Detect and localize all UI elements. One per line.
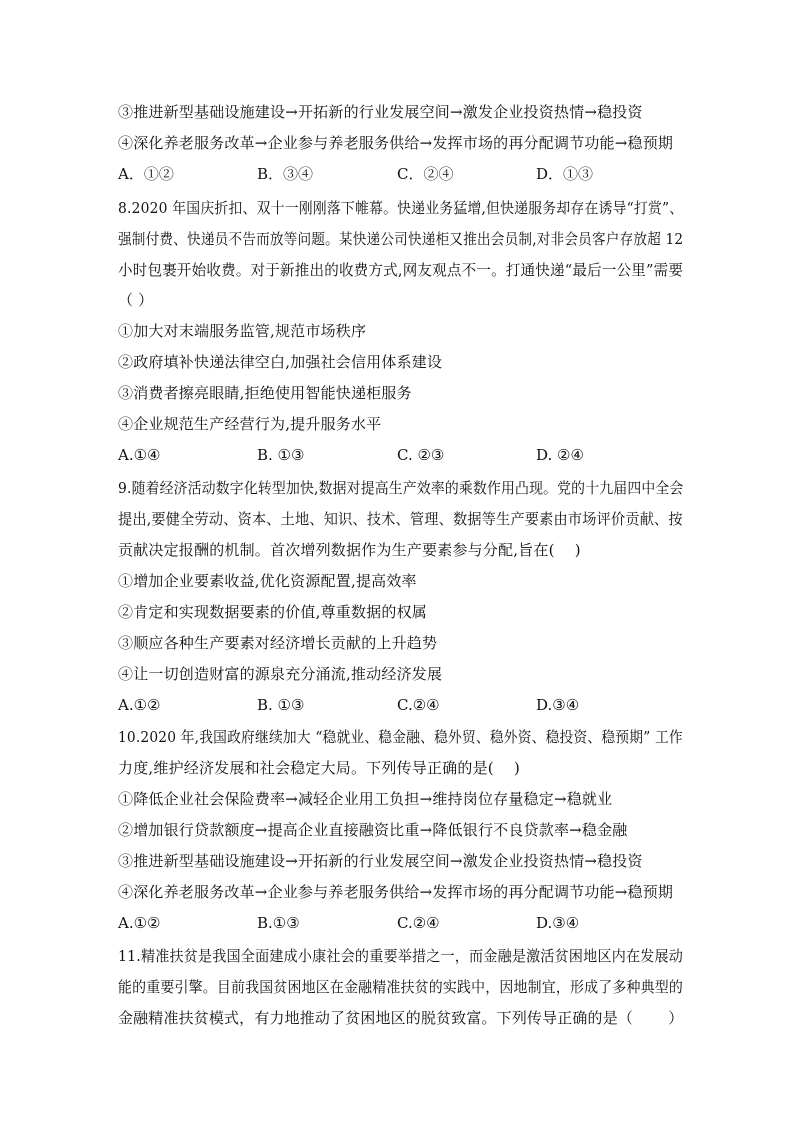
q10-stem-line-2: 力度,维护经济发展和社会稳定大局。下列传导正确的是( ) (118, 759, 521, 777)
q8-item-3: ③消费者擦亮眼睛,拒绝使用智能快递柜服务 (118, 384, 412, 402)
q9-item-1: ①增加企业要素收益,优化资源配置,提高效率 (118, 572, 417, 590)
q10-stem-line-1: 10.2020 年,我国政府继续加大 “稳就业、稳金融、稳外贸、稳外资、稳投资、稳预期” 工作 (118, 728, 683, 746)
q9-option-b: B. ①③ (257, 696, 305, 714)
q10-option-b: B.①③ (257, 914, 300, 932)
q8-stem-line-3: 小时包裹开始收费。对于新推出的收费方式,网友观点不一。打通快递“最后一公里”需要 (118, 261, 684, 279)
q8-item-1: ①加大对末端服务监管,规范市场秩序 (118, 322, 367, 340)
q9-item-3: ③顺应各种生产要素对经济增长贡献的上升趋势 (118, 634, 438, 652)
q7-option-a: A．①② (118, 165, 174, 183)
q7-option-b: B．③④ (257, 165, 314, 183)
q8-option-b: B. ①③ (257, 446, 305, 464)
q10-item-1: ①降低企业社会保险费率→减轻企业用工负担→维持岗位存量稳定→稳就业 (118, 790, 613, 808)
q10-option-a: A.①② (118, 914, 161, 932)
q10-option-d: D.③④ (536, 914, 580, 932)
q10-item-2: ②增加银行贷款额度→提高企业直接融资比重→降低银行不良贷款率→稳金融 (118, 821, 628, 839)
q10-option-c: C.②④ (397, 914, 440, 932)
q7-item-3: ③推进新型基础设施建设→开拓新的行业发展空间→激发企业投资热情→稳投资 (118, 103, 643, 121)
q8-stem-line-2: 强制付费、快递员不告而放等问题。某快递公司快递柜又推出会员制,对非会员客户存放超 12 (118, 230, 684, 248)
q8-answer-blank: （ ） (118, 291, 154, 309)
q9-stem-line-2: 提出,要健全劳动、资本、土地、知识、技术、管理、数据等生产要素由市场评价贡献、按 (118, 510, 683, 528)
q9-option-c: C.②④ (397, 696, 440, 714)
q11-stem-line-1: 11.精准扶贫是我国全面建成小康社会的重要举措之一，而金融是激活贫困地区内在发展动 (118, 947, 684, 965)
q7-option-d: D．①③ (536, 165, 594, 183)
q8-option-c: C. ②③ (397, 446, 445, 464)
q8-item-4: ④企业规范生产经营行为,提升服务水平 (118, 415, 382, 433)
q8-item-2: ②政府填补快递法律空白,加强社会信用体系建设 (118, 353, 443, 371)
q8-stem-line-1: 8.2020 年国庆折扣、双十一刚刚落下帷幕。快递业务猛增,但快递服务却存在诱导“打赏”、 (118, 199, 684, 217)
q9-item-4: ④让一切创造财富的源泉充分涌流,推动经济发展 (118, 665, 443, 683)
q8-option-a: A.①④ (118, 446, 161, 464)
q11-stem-line-3: 金融精准扶贫模式，有力地推动了贫困地区的脱贫致富。下列传导正确的是（ ） (118, 1009, 684, 1027)
q10-item-3: ③推进新型基础设施建设→开拓新的行业发展空间→激发企业投资热情→稳投资 (118, 852, 643, 870)
q9-option-d: D.③④ (536, 696, 580, 714)
q9-stem-line-3: 贡献决定报酬的机制。首次增列数据作为生产要素参与分配,旨在( ) (118, 541, 581, 559)
q9-stem-line-1: 9.随着经济活动数字化转型加快,数据对提高生产效率的乘数作用凸现。党的十九届四中全会 (118, 479, 684, 497)
q8-option-d: D. ②④ (536, 446, 584, 464)
q11-stem-line-2: 能的重要引擎。目前我国贫困地区在金融精准扶贫的实践中，因地制宜，形成了多种典型的 (118, 978, 684, 996)
q9-option-a: A.①② (118, 696, 161, 714)
q9-item-2: ②肯定和实现数据要素的价值,尊重数据的权属 (118, 603, 427, 621)
q10-item-4: ④深化养老服务改革→企业参与养老服务供给→发挥市场的再分配调节功能→稳预期 (118, 883, 674, 901)
q7-item-4: ④深化养老服务改革→企业参与养老服务供给→发挥市场的再分配调节功能→稳预期 (118, 134, 674, 152)
q7-option-c: C．②④ (397, 165, 454, 183)
